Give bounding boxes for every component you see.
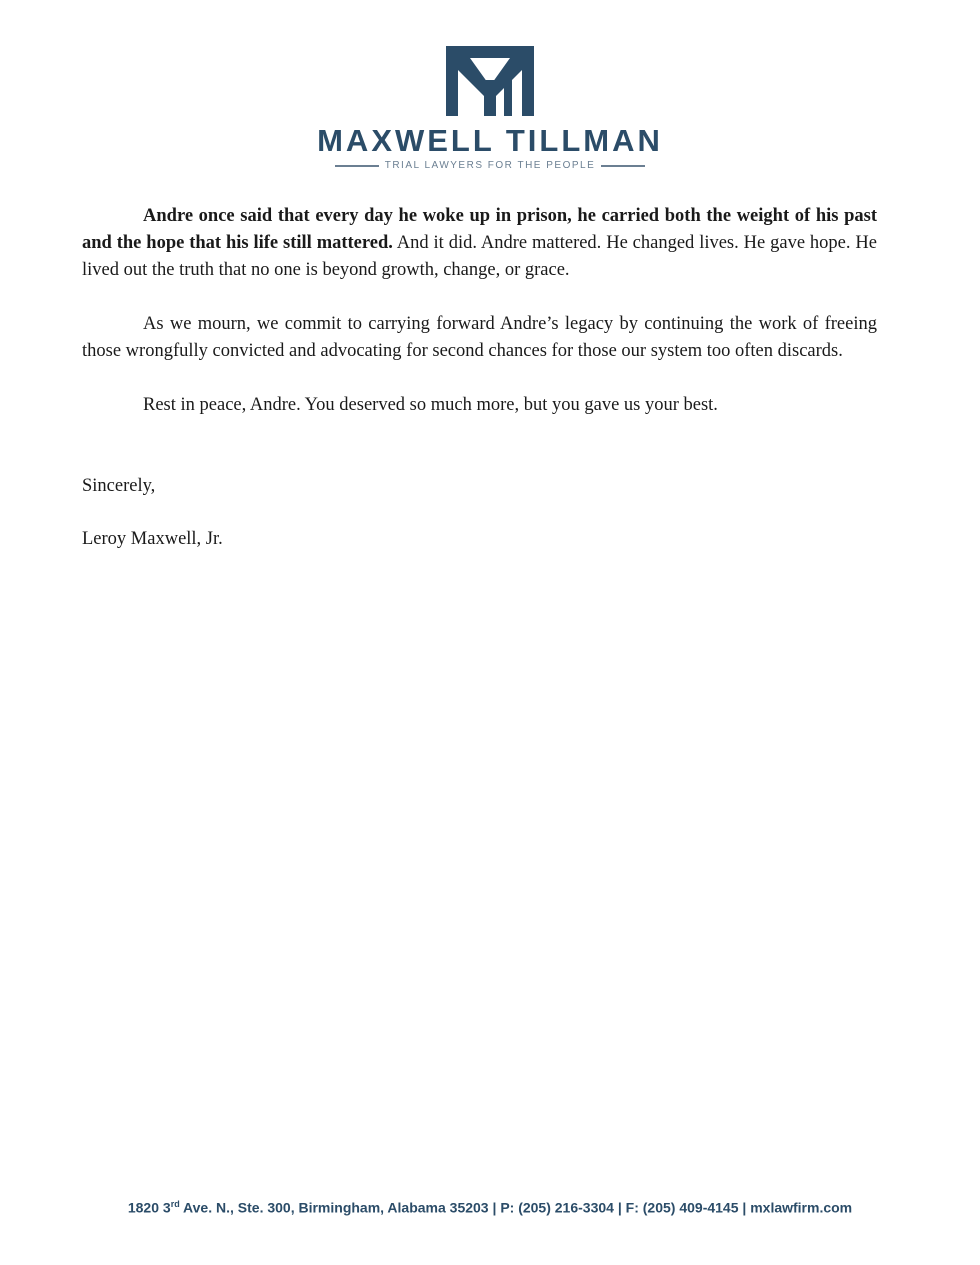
letter-body xyxy=(82,203,877,553)
paragraph-1-rest: And it did. Andre mattered. He changed lives. He gave hope. He lived out the truth that no one is beyond growth, change, or grace. xyxy=(82,233,877,280)
mt-monogram-logo-icon xyxy=(442,40,538,118)
tagline-rule-left xyxy=(335,165,379,167)
footer-address-number: 1820 3 xyxy=(127,1199,171,1216)
footer-website: mxlawfirm.com xyxy=(750,1199,853,1216)
footer-phone: P: (205) 216-3304 xyxy=(500,1199,614,1216)
footer-address-suffix: rd xyxy=(170,1199,180,1209)
signer-name: Leroy Maxwell, Jr. xyxy=(82,529,223,549)
paragraph-1-bold: Andre once said that every day he woke up in prison, he carried both the weight of his past and the hope that his life still mattered. xyxy=(82,206,877,253)
footer-separator: | xyxy=(613,1199,626,1216)
footer-contact xyxy=(0,1199,980,1216)
footer-address-rest: Ave. N., Ste. 300, Birmingham, Alabama 35203 xyxy=(179,1199,489,1216)
tagline-rule-right xyxy=(601,165,645,167)
firm-name: MAXWELL TILLMAN xyxy=(317,123,663,158)
footer-separator: | xyxy=(738,1199,751,1216)
paragraph-1 xyxy=(82,203,877,284)
tagline-row xyxy=(0,160,980,172)
paragraph-3: Rest in peace, Andre. You deserved so much more, but you gave us your best. xyxy=(143,395,718,415)
paragraph-2: As we mourn, we commit to carrying forward Andre’s legacy by continuing the work of freeing those wrongfully convicted and advocating for second chances for those our system too often discards. xyxy=(82,314,877,361)
footer-fax: F: (205) 409-4145 xyxy=(625,1199,739,1216)
tagline: TRIAL LAWYERS FOR THE PEOPLE xyxy=(384,160,596,171)
footer-separator: | xyxy=(488,1199,501,1216)
valediction: Sincerely, xyxy=(82,476,156,496)
letterhead xyxy=(0,40,980,172)
